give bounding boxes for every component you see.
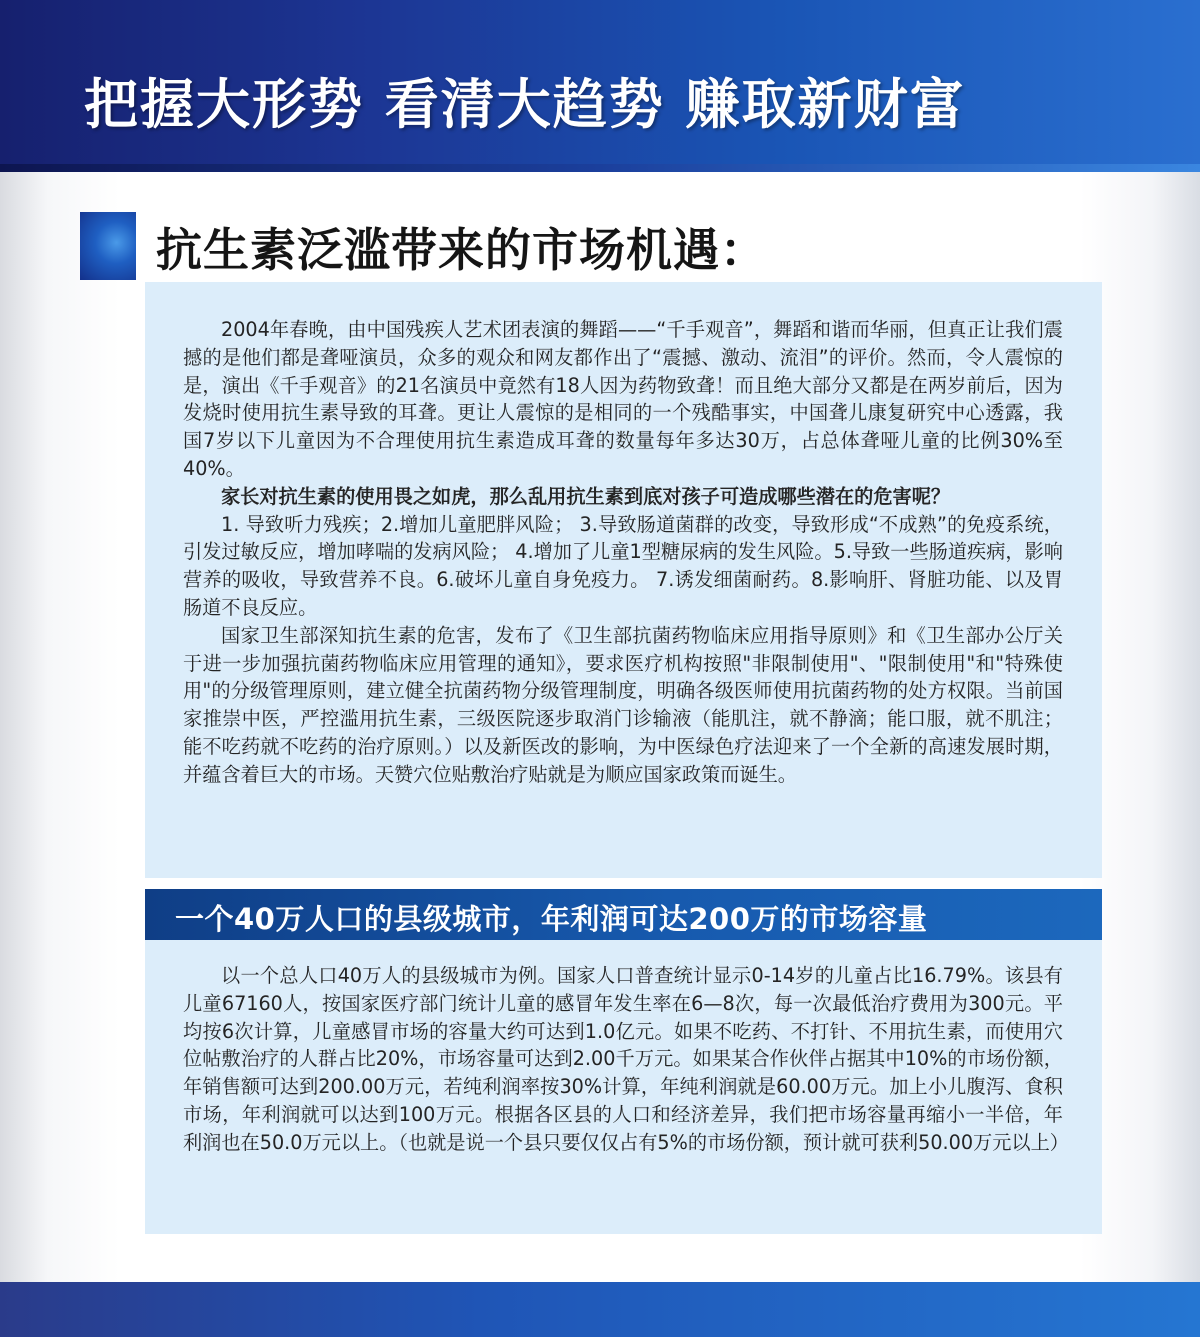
market-body — [183, 962, 1069, 1157]
article-paragraph-harms: 1. 导致听力残疾；2.增加儿童肥胖风险； 3.导致肠道菌群的改变，导致形成“不成熟”的免疫系统，引发过敏反应，增加哮喘的发病风险； 4.增加了儿童1型糖尿病的发生风险。5.导致一些肠道疾病，影响营养的吸收，导致营养不良。6.破坏儿童自身免疫力。 7.诱发细菌耐药。8.影响肝、肾脏功能、以及胃肠道不良反应。 — [183, 512, 1063, 619]
market-heading-bar — [145, 889, 1102, 941]
bottom-bar — [0, 1282, 1200, 1337]
article-paragraph-intro: 2004年春晚，由中国残疾人艺术团表演的舞蹈——“千手观音”，舞蹈和谐而华丽，但真正让我们震撼的是他们都是聋哑演员，众多的观众和网友都作出了“震撼、激动、流泪”的评价。然而，令人震惊的是，演出《千手观音》的21名演员中竟然有18人因为药物致聋！而且绝大部分又都是在两岁前后，因为发烧时使用抗生素导致的耳聋。更让人震惊的是相同的一个残酷事实，中国聋儿康复研究中心透露，我国7岁以下儿童因为不合理使用抗生素造成耳聋的数量每年多达30万，占总体聋哑儿童的比例30%至40%。 — [183, 318, 1063, 480]
market-heading: 一个40万人口的县级城市，年利润可达200万的市场容量 — [175, 902, 928, 936]
section-title: 抗生素泛滥带来的市场机遇： — [156, 223, 767, 277]
top-banner — [0, 0, 1200, 172]
article-body — [183, 316, 1063, 789]
market-paragraph: 以一个总人口40万人的县级城市为例。国家人口普查统计显示0-14岁的儿童占比16.79%。该县有儿童67160人，按国家医疗部门统计儿童的感冒年发生率在6—8次，每一次最低治疗费用为300元。平均按6次计算，儿童感冒市场的容量大约可达到1.0亿元。如果不吃药、不打针、不用抗生素，而使用穴位帖敷治疗的人群占比20%，市场容量可达到2.00千万元。如果某合作伙伴占据其中10%的市场份额，年销售额可达到200.00万元，若纯利润率按30%计算，年纯利润就是60.00万元。加上小儿腹泻、食积市场，年利润就可以达到100万元。根据各区县的人口和经济差异，我们把市场容量再缩小一半倍，年利润也在50.0万元以上。（也就是说一个县只要仅仅占有5%的市场份额，预计就可获利50.00万元以上） — [183, 964, 1069, 1154]
article-question: 家长对抗生素的使用畏之如虎，那么乱用抗生素到底对孩子可造成哪些潜在的危害呢？ — [221, 484, 951, 508]
section-marker-square — [80, 212, 136, 280]
banner-title: 把握大形势 看清大趋势 赚取新财富 — [84, 73, 966, 136]
article-paragraph-policy: 国家卫生部深知抗生素的危害，发布了《卫生部抗菌药物临床应用指导原则》和《卫生部办公厅关于进一步加强抗菌药物临床应用管理的通知》，要求医疗机构按照"非限制使用"、"限制使用"和"特殊使用"的分级管理原则，建立健全抗菌药物分级管理制度，明确各级医师使用抗菌药物的处方权限。当前国家推崇中医，严控滥用抗生素，三级医院逐步取消门诊输液（能肌注，就不静滴；能口服，就不肌注；能不吃药就不吃药的治疗原则。）以及新医改的影响，为中医绿色疗法迎来了一个全新的高速发展时期，并蕴含着巨大的市场。天赞穴位贴敷治疗贴就是为顺应国家政策而诞生。 — [183, 623, 1063, 786]
